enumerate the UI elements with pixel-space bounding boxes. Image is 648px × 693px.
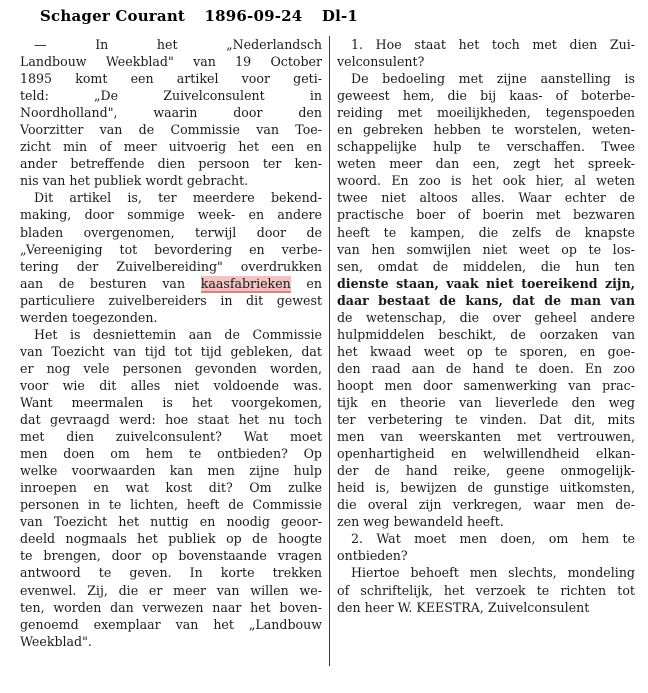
- text-line: den heer W. KEESTRA, Zuivelconsulent: [337, 599, 590, 615]
- text-line: daar bestaat de kans, dat de man van: [337, 292, 635, 308]
- text-line: Dit artikel is, ter meerdere bekend-: [34, 190, 322, 206]
- text-line: 1. Hoe staat het toch met dien Zui-: [351, 37, 635, 52]
- text-line: tering der Zuivelbereiding" overdrukken: [20, 258, 322, 274]
- text-line: twee niet altoos alles. Waar echter de: [337, 190, 635, 206]
- text-line: making, door sommige week- en andere: [20, 207, 322, 223]
- text-line: personen in te lichten, heeft de Commissie: [20, 497, 322, 513]
- newspaper-name: Schager Courant: [40, 7, 186, 25]
- text-line: en gebreken hebben te worstelen, weten-: [337, 122, 635, 138]
- text-line: de wetenschap, die over geheel andere: [337, 309, 635, 325]
- article-column-left: [20, 36, 322, 650]
- text-line: te brengen, door op bovenstaande vragen: [20, 548, 322, 564]
- text-line: Weekblad".: [20, 633, 92, 649]
- text-line: schappelijke hulp te verschaffen. Twee: [337, 139, 635, 155]
- text-line: teld: „De Zuivelconsulent in: [20, 88, 322, 104]
- text-line: voor wie dit alles niet voldoende was.: [20, 377, 322, 393]
- text-line: bladen overgenomen, terwijl door de: [20, 224, 322, 240]
- text-line: het kwaad weet op te sporen, en goe-: [337, 343, 635, 359]
- text-line: Want meermalen is het voorgekomen,: [20, 394, 322, 410]
- page-header: [40, 7, 372, 25]
- text-line: „Vereeniging tot bevordering en verbe-: [20, 241, 322, 257]
- article-column-right: [337, 36, 635, 616]
- text-line: werden toegezonden.: [20, 309, 158, 325]
- text-line: antwoord te geven. In korte trekken: [20, 565, 322, 581]
- text-line: 2. Wat moet men doen, om hem te: [351, 531, 635, 547]
- text-line: dienste staan, vaak niet toereikend zijn,: [337, 275, 635, 291]
- text-line-highlighted: aan de besturen van kaasfabrieken en: [20, 275, 322, 291]
- text-line: velconsulent?: [337, 54, 425, 70]
- text-line: Hiertoe behoeft men slechts, mondeling: [351, 565, 635, 581]
- text-line: van Toezicht van tijd tot tijd gebleken, dat: [20, 343, 322, 359]
- text-line: — In het „Nederlandsch: [34, 37, 322, 52]
- text-line: men doen om hem te ontbieden? Op: [20, 446, 322, 462]
- text-line: practische boer of boerin met bezwaren: [337, 207, 635, 223]
- text-line: nis van het publiek wordt gebracht.: [20, 173, 249, 189]
- text-line: den raad aan de hand te doen. En zoo: [337, 360, 635, 376]
- text-line: De bedoeling met zijne aanstelling is: [351, 71, 635, 87]
- text-line: reiding met moeilijkheden, tegenspoeden: [337, 105, 635, 121]
- text-line: deeld nogmaals het publiek op de hoogte: [20, 531, 322, 547]
- text-line: zicht min of meer uitvoerig het een en: [20, 139, 322, 155]
- text-line: particuliere zuivelbereiders in dit gewest: [20, 292, 322, 308]
- column-divider: [329, 36, 330, 666]
- text-line: of schriftelijk, het verzoek te richten tot: [337, 582, 635, 598]
- publication-date: 1896-09-24: [204, 7, 303, 25]
- text-line: zen weg bewandeld heeft.: [337, 514, 504, 530]
- search-highlight: kaasfabrieken: [200, 275, 291, 291]
- text-line: weten meer dan een, zegt het spreek-: [337, 156, 635, 172]
- text-line: van Toezicht het nuttig en noodig geoor-: [20, 514, 322, 530]
- text-line: ten, worden dan verwezen naar het boven-: [20, 599, 322, 615]
- text-line: welke voorwaarden kan men zijne hulp: [20, 463, 322, 479]
- text-line: heeft te kampen, die zelfs de knapste: [337, 224, 635, 240]
- text-line: heid is, bewijzen de gunstige uitkomsten,: [337, 480, 635, 496]
- text-line: dat gevraagd werd: hoe staat het nu toch: [20, 412, 322, 428]
- text-line: men van weerskanten met vertrouwen,: [337, 429, 635, 445]
- text-line: woord. En zoo is het ook hier, al weten: [337, 173, 635, 189]
- text-line: van hen somwijlen niet weet op te los-: [337, 241, 635, 257]
- text-line: 1895 komt een artikel voor geti-: [20, 71, 322, 87]
- issue-number: Dl-1: [321, 7, 359, 25]
- text-line: met dien zuivelconsulent? Wat moet: [20, 429, 322, 445]
- text-line: evenwel. Zij, die er meer van willen we-: [20, 582, 322, 598]
- text-line: Landbouw Weekblad" van 19 October: [20, 54, 322, 70]
- text-line: er nog vele personen gevonden worden,: [20, 360, 322, 376]
- text-line: inroepen en wat kost dit? Om zulke: [20, 480, 322, 496]
- text-line: ter verbetering te vinden. Dat dit, mits: [337, 412, 635, 428]
- text-line: hoopt men door samenwerking van prac-: [337, 377, 635, 393]
- text-line: sen, omdat de middelen, die hun ten: [337, 258, 635, 274]
- text-line: ander betreffende dien persoon ter ken-: [20, 156, 322, 172]
- text-line: Het is desniettemin aan de Commissie: [34, 326, 322, 342]
- text-line: ontbieden?: [337, 548, 408, 564]
- text-line: der de hand reike, geene onmogelijk-: [337, 463, 635, 479]
- text-line: openhartigheid en welwillendheid elkan-: [337, 446, 635, 462]
- text-line: Voorzitter van de Commissie van Toe-: [20, 122, 322, 138]
- text-line: hulpmiddelen beschikt, de oorzaken van: [337, 326, 635, 342]
- text-line: genoemd exemplaar van het „Landbouw: [20, 616, 322, 632]
- text-line: geweest hem, die bij kaas- of boterbe-: [337, 88, 635, 104]
- text-line: tijk en theorie van lieverlede den weg: [337, 394, 635, 410]
- text-line: Noordholland", waarin door den: [20, 105, 322, 121]
- text-line: die overal zijn verkregen, waar men de-: [337, 497, 635, 513]
